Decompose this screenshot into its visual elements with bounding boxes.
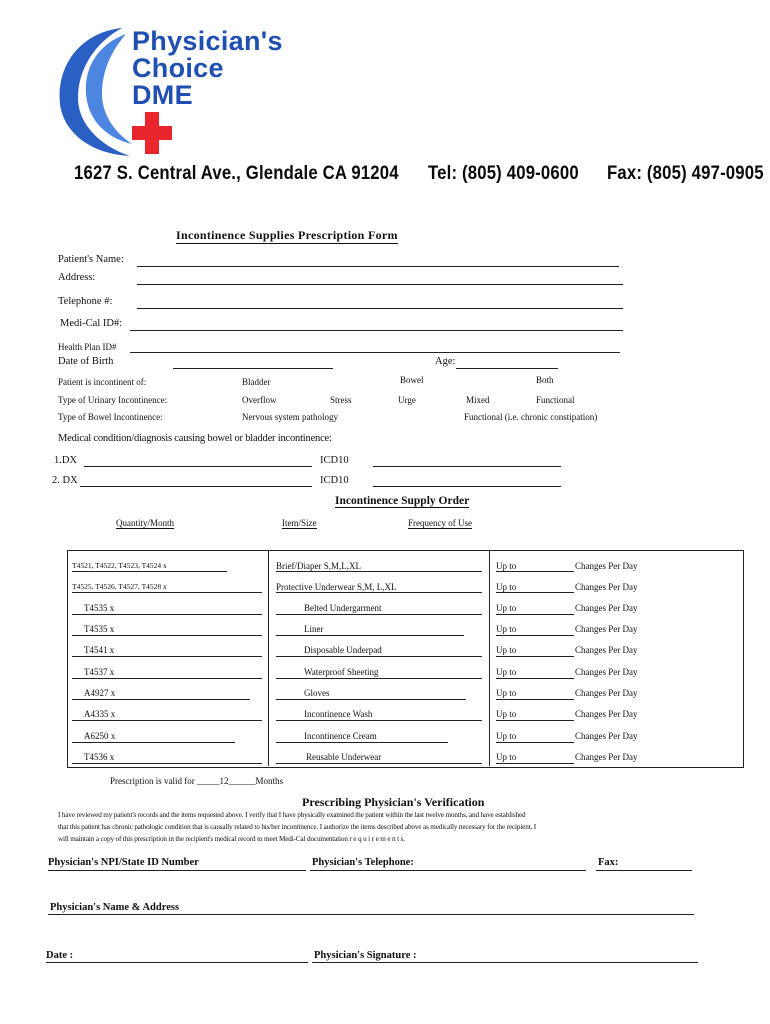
row-code: T4525, T4526, T4527, T4528 x <box>72 582 167 591</box>
row-upto: Up to <box>496 624 517 634</box>
row-item: Incontinence Wash <box>304 709 373 719</box>
npi-field[interactable] <box>48 870 306 871</box>
option-functional[interactable]: Functional <box>536 395 575 405</box>
row-freq: Changes Per Day <box>575 624 638 634</box>
row-item: Gloves <box>304 688 330 698</box>
size-field[interactable] <box>276 656 482 657</box>
row-item: Reusable Underwear <box>306 752 382 762</box>
row-freq: Changes Per Day <box>575 582 638 592</box>
red-cross-icon <box>132 112 172 154</box>
option-urge[interactable]: Urge <box>398 395 416 405</box>
row-code: A6250 x <box>84 731 116 741</box>
row-upto: Up to <box>496 561 517 571</box>
urinary-type-label: Type of Urinary Incontinence: <box>58 395 168 405</box>
company-telephone: Tel: (805) 409-0600 <box>428 163 579 184</box>
fax-label: Fax: <box>598 857 619 868</box>
option-mixed[interactable]: Mixed <box>466 395 490 405</box>
quantity-field[interactable] <box>72 635 262 636</box>
row-code: A4335 x <box>84 709 116 719</box>
frequency-field[interactable] <box>496 699 574 700</box>
option-bowel[interactable]: Bowel <box>400 375 424 385</box>
row-item: Disposable Underpad <box>304 645 382 655</box>
age-field[interactable] <box>456 368 558 369</box>
row-upto: Up to <box>496 752 517 762</box>
row-code: T4541 x <box>84 645 115 655</box>
quantity-field[interactable] <box>72 699 250 700</box>
logo-line-3: DME <box>132 80 193 110</box>
bowel-type-label: Type of Bowel Incontinence: <box>58 412 163 422</box>
telephone-field[interactable] <box>137 308 623 309</box>
validity-prefix: Prescription is valid for _____ <box>110 776 220 786</box>
icd1-field[interactable] <box>373 466 561 467</box>
frequency-field[interactable] <box>496 614 574 615</box>
dx2-label: 2. DX <box>52 475 78 486</box>
logo-line-1: Physician's <box>132 26 283 56</box>
row-upto: Up to <box>496 709 517 719</box>
row-code: T4521, T4522, T4523, T4524 x <box>72 561 167 570</box>
dx1-field[interactable] <box>84 466 312 467</box>
verification-title: Prescribing Physician's Verification <box>302 795 485 809</box>
row-code: T4536 x <box>84 752 115 762</box>
size-field[interactable] <box>276 614 482 615</box>
frequency-field[interactable] <box>496 720 574 721</box>
frequency-field[interactable] <box>496 635 574 636</box>
fax-field[interactable] <box>596 870 692 871</box>
address-label: Address: <box>58 272 96 283</box>
verification-statement-2: that this patient has chronic pathologic condition that is causally related to his/her incontinence. I authorize the items described above as medically necessary for the recipient. I <box>58 823 537 831</box>
icd2-field[interactable] <box>373 486 561 487</box>
signature-label: Physician's Signature : <box>314 950 417 961</box>
size-field[interactable] <box>276 699 466 700</box>
option-bladder[interactable]: Bladder <box>242 377 271 387</box>
quantity-field[interactable] <box>72 720 262 721</box>
frequency-field[interactable] <box>496 592 574 593</box>
patient-name-label: Patient's Name: <box>58 254 124 265</box>
patient-name-field[interactable] <box>137 266 619 267</box>
health-plan-field[interactable] <box>130 352 620 353</box>
validity-months-value[interactable]: 12 <box>219 776 229 786</box>
npi-label: Physician's NPI/State ID Number <box>48 857 199 868</box>
row-freq: Changes Per Day <box>575 688 638 698</box>
physician-telephone-field[interactable] <box>310 870 586 871</box>
quantity-field[interactable] <box>72 614 262 615</box>
dob-label: Date of Birth <box>58 356 114 367</box>
physician-name-address-field[interactable] <box>48 914 694 915</box>
order-divider-1 <box>268 550 269 766</box>
size-field[interactable] <box>276 592 482 593</box>
row-item: Brief/Diaper S,M,L,XL <box>276 561 361 571</box>
size-field[interactable] <box>276 763 482 764</box>
logo-line-2: Choice <box>132 53 224 83</box>
row-code: T4537 x <box>84 667 115 677</box>
frequency-field[interactable] <box>496 763 574 764</box>
quantity-field[interactable] <box>72 571 227 572</box>
dx2-field[interactable] <box>80 486 312 487</box>
row-upto: Up to <box>496 667 517 677</box>
row-item: Belted Undergarment <box>304 603 382 613</box>
size-field[interactable] <box>276 571 482 572</box>
row-upto: Up to <box>496 731 517 741</box>
date-label: Date : <box>46 950 74 961</box>
option-stress[interactable]: Stress <box>330 395 352 405</box>
row-freq: Changes Per Day <box>575 752 638 762</box>
physician-telephone-label: Physician's Telephone: <box>312 857 414 868</box>
row-item: Liner <box>304 624 324 634</box>
incontinent-of-label: Patient is incontinent of: <box>58 377 147 387</box>
option-functional-constipation[interactable]: Functional (i.e. chronic constipation) <box>464 412 598 422</box>
size-field[interactable] <box>276 635 464 636</box>
option-both[interactable]: Both <box>536 375 554 385</box>
option-overflow[interactable]: Overflow <box>242 395 277 405</box>
quantity-field[interactable] <box>72 656 262 657</box>
quantity-field[interactable] <box>72 592 262 593</box>
col-item: Item/Size <box>282 518 317 528</box>
row-item: Protective Underwear S,M, L,XL <box>276 582 397 592</box>
form-title: Incontinence Supplies Prescription Form <box>176 228 398 242</box>
company-logo <box>52 24 322 164</box>
company-address: 1627 S. Central Ave., Glendale CA 91204 <box>74 163 399 184</box>
quantity-field[interactable] <box>72 742 235 743</box>
physician-name-address-label: Physician's Name & Address <box>50 902 180 913</box>
prescription-validity <box>110 776 283 786</box>
icd2-label: ICD10 <box>320 475 349 486</box>
row-item: Waterproof Sheeting <box>304 667 379 677</box>
company-fax: Fax: (805) 497-0905 <box>607 163 764 184</box>
validity-suffix: ______Months <box>228 776 284 786</box>
telephone-label: Telephone #: <box>58 296 113 307</box>
row-upto: Up to <box>496 603 517 613</box>
order-title: Incontinence Supply Order <box>335 495 470 507</box>
row-item: Incontinence Cream <box>304 731 377 741</box>
frequency-field[interactable] <box>496 571 574 572</box>
verification-statement-3: will maintain a copy of this prescription in the recipient's medical record to meet Medi-Cal documentation r e q u i r e m e n t s. <box>58 835 405 843</box>
row-freq: Changes Per Day <box>575 709 638 719</box>
row-code: T4535 x <box>84 624 115 634</box>
icd1-label: ICD10 <box>320 455 349 466</box>
row-upto: Up to <box>496 688 517 698</box>
row-upto: Up to <box>496 582 517 592</box>
address-field-1[interactable] <box>137 284 623 285</box>
row-code: T4535 x <box>84 603 115 613</box>
logo-swoosh-icon <box>52 24 142 164</box>
dob-field[interactable] <box>173 368 333 369</box>
signature-field[interactable] <box>312 962 698 963</box>
row-freq: Changes Per Day <box>575 645 638 655</box>
option-nervous-system[interactable]: Nervous system pathology <box>242 412 338 422</box>
row-freq: Changes Per Day <box>575 731 638 741</box>
row-freq: Changes Per Day <box>575 667 638 677</box>
dx1-label: 1.DX <box>54 455 78 466</box>
size-field[interactable] <box>276 720 482 721</box>
diagnosis-label: Medical condition/diagnosis causing bowel or bladder incontinence: <box>58 433 332 444</box>
health-plan-label: Health Plan ID# <box>58 342 117 352</box>
quantity-field[interactable] <box>72 763 262 764</box>
order-table <box>67 550 744 768</box>
frequency-field[interactable] <box>496 656 574 657</box>
order-divider-2 <box>489 550 490 766</box>
quantity-field[interactable] <box>72 678 262 679</box>
col-frequency: Frequency of Use <box>408 518 472 528</box>
col-quantity: Quantity/Month <box>116 518 174 528</box>
row-freq: Changes Per Day <box>575 603 638 613</box>
medical-id-field[interactable] <box>130 330 623 331</box>
date-field[interactable] <box>46 962 308 963</box>
verification-statement-1: I have reviewed my patient's records and the items requested above. I verify that I have physically examined the patient within the last twelve months, and have established <box>58 811 526 819</box>
frequency-field[interactable] <box>496 678 574 679</box>
age-label: Age: <box>435 356 456 367</box>
frequency-field[interactable] <box>496 742 574 743</box>
size-field[interactable] <box>276 742 448 743</box>
row-freq: Changes Per Day <box>575 561 638 571</box>
medical-id-label: Medi-Cal ID#: <box>60 318 123 329</box>
size-field[interactable] <box>276 678 482 679</box>
row-upto: Up to <box>496 645 517 655</box>
row-code: A4927 x <box>84 688 116 698</box>
